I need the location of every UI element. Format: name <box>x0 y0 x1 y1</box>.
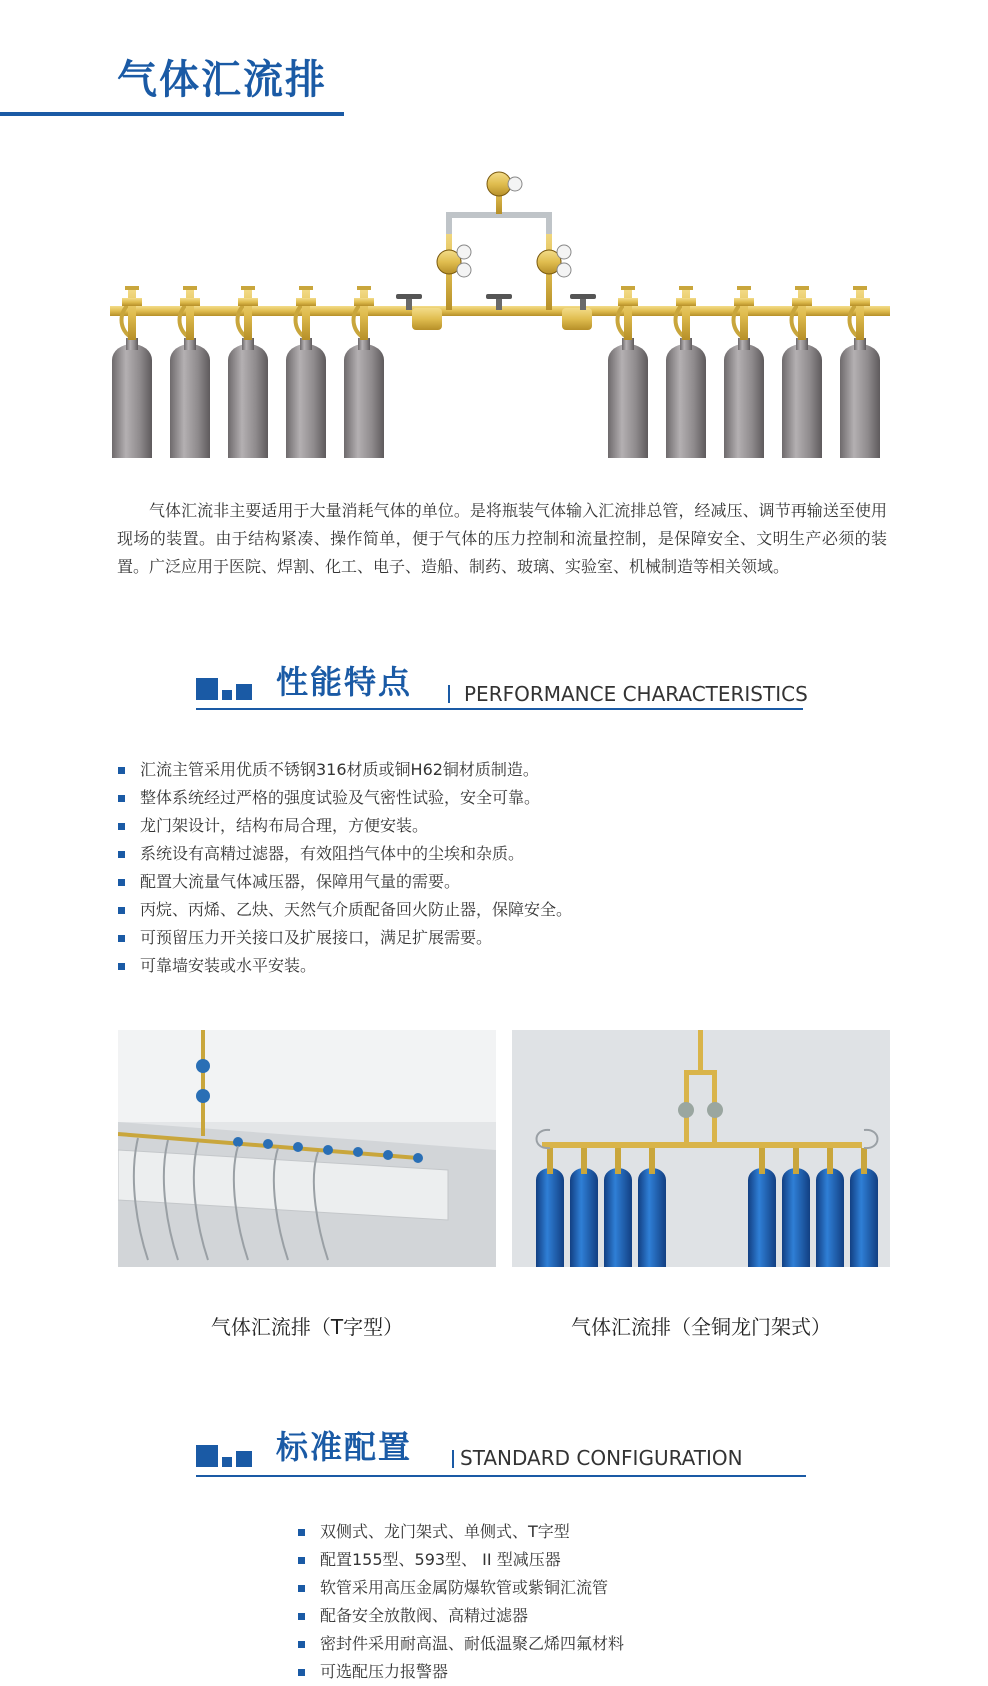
title-divider <box>448 685 450 703</box>
list-item: 配置大流量气体减压器，保障用气量的需要。 <box>118 868 572 896</box>
bullet-square-icon <box>118 767 125 774</box>
bullet-square-icon <box>118 823 125 830</box>
list-item: 整体系统经过严格的强度试验及气密性试验，安全可靠。 <box>118 784 572 812</box>
section-icon <box>196 1441 258 1467</box>
title-underline <box>0 112 344 116</box>
bullet-square-icon <box>118 963 125 970</box>
performance-title: 性能特点 <box>276 663 413 701</box>
section-underline <box>196 1475 806 1477</box>
caption-left: 气体汇流排（T字型） <box>210 1315 404 1339</box>
section-icon <box>196 674 258 700</box>
page-title: 气体汇流排 <box>117 57 327 103</box>
list-item: 配置155型、593型、 II 型减压器 <box>298 1546 624 1574</box>
list-item: 汇流主管采用优质不锈钢316材质或铜H62铜材质制造。 <box>118 756 572 784</box>
bullet-square-icon <box>298 1557 305 1564</box>
photo-copper-gantry-manifold <box>512 1030 890 1267</box>
standard-list <box>298 1518 624 1686</box>
bullet-square-icon <box>298 1585 305 1592</box>
list-item: 可选配压力报警器 <box>298 1658 624 1686</box>
bullet-square-icon <box>298 1613 305 1620</box>
bullet-square-icon <box>118 879 125 886</box>
manifold-illustration <box>110 170 890 458</box>
list-item: 龙门架设计，结构布局合理，方便安装。 <box>118 812 572 840</box>
list-item: 可靠墙安装或水平安装。 <box>118 952 572 980</box>
performance-list <box>118 756 572 980</box>
bullet-square-icon <box>298 1669 305 1676</box>
standard-subtitle: STANDARD CONFIGURATION <box>460 1446 743 1470</box>
bullet-square-icon <box>298 1641 305 1648</box>
list-item: 密封件采用耐高温、耐低温聚乙烯四氟材料 <box>298 1630 624 1658</box>
list-item: 丙烷、丙烯、乙炔、天然气介质配备回火防止器，保障安全。 <box>118 896 572 924</box>
list-item: 可预留压力开关接口及扩展接口，满足扩展需要。 <box>118 924 572 952</box>
list-item: 系统设有高精过滤器，有效阻挡气体中的尘埃和杂质。 <box>118 840 572 868</box>
title-divider <box>452 1450 454 1468</box>
section-underline <box>196 708 803 710</box>
bullet-square-icon <box>118 851 125 858</box>
intro-paragraph: 气体汇流非主要适用于大量消耗气体的单位。是将瓶装气体输入汇流排总管，经减压、调节再输送至使用现场的装置。由于结构紧凑、操作简单，便于气体的压力控制和流量控制，是保障安全、文明生产必须的装置。广泛应用于医院、焊割、化工、电子、造船、制药、玻璃、实验室、机械制造等相关领域。 <box>117 501 887 576</box>
list-item: 配备安全放散阀、高精过滤器 <box>298 1602 624 1630</box>
caption-right: 气体汇流排（全铜龙门架式） <box>571 1315 831 1339</box>
bullet-square-icon <box>298 1529 305 1536</box>
bullet-square-icon <box>118 907 125 914</box>
bullet-square-icon <box>118 795 125 802</box>
bullet-square-icon <box>118 935 125 942</box>
standard-title: 标准配置 <box>276 1428 413 1466</box>
performance-subtitle: PERFORMANCE CHARACTERISTICS <box>464 682 808 706</box>
list-item: 软管采用高压金属防爆软管或紫铜汇流管 <box>298 1574 624 1602</box>
list-item: 双侧式、龙门架式、单侧式、T字型 <box>298 1518 624 1546</box>
photo-t-type-manifold <box>118 1030 496 1267</box>
